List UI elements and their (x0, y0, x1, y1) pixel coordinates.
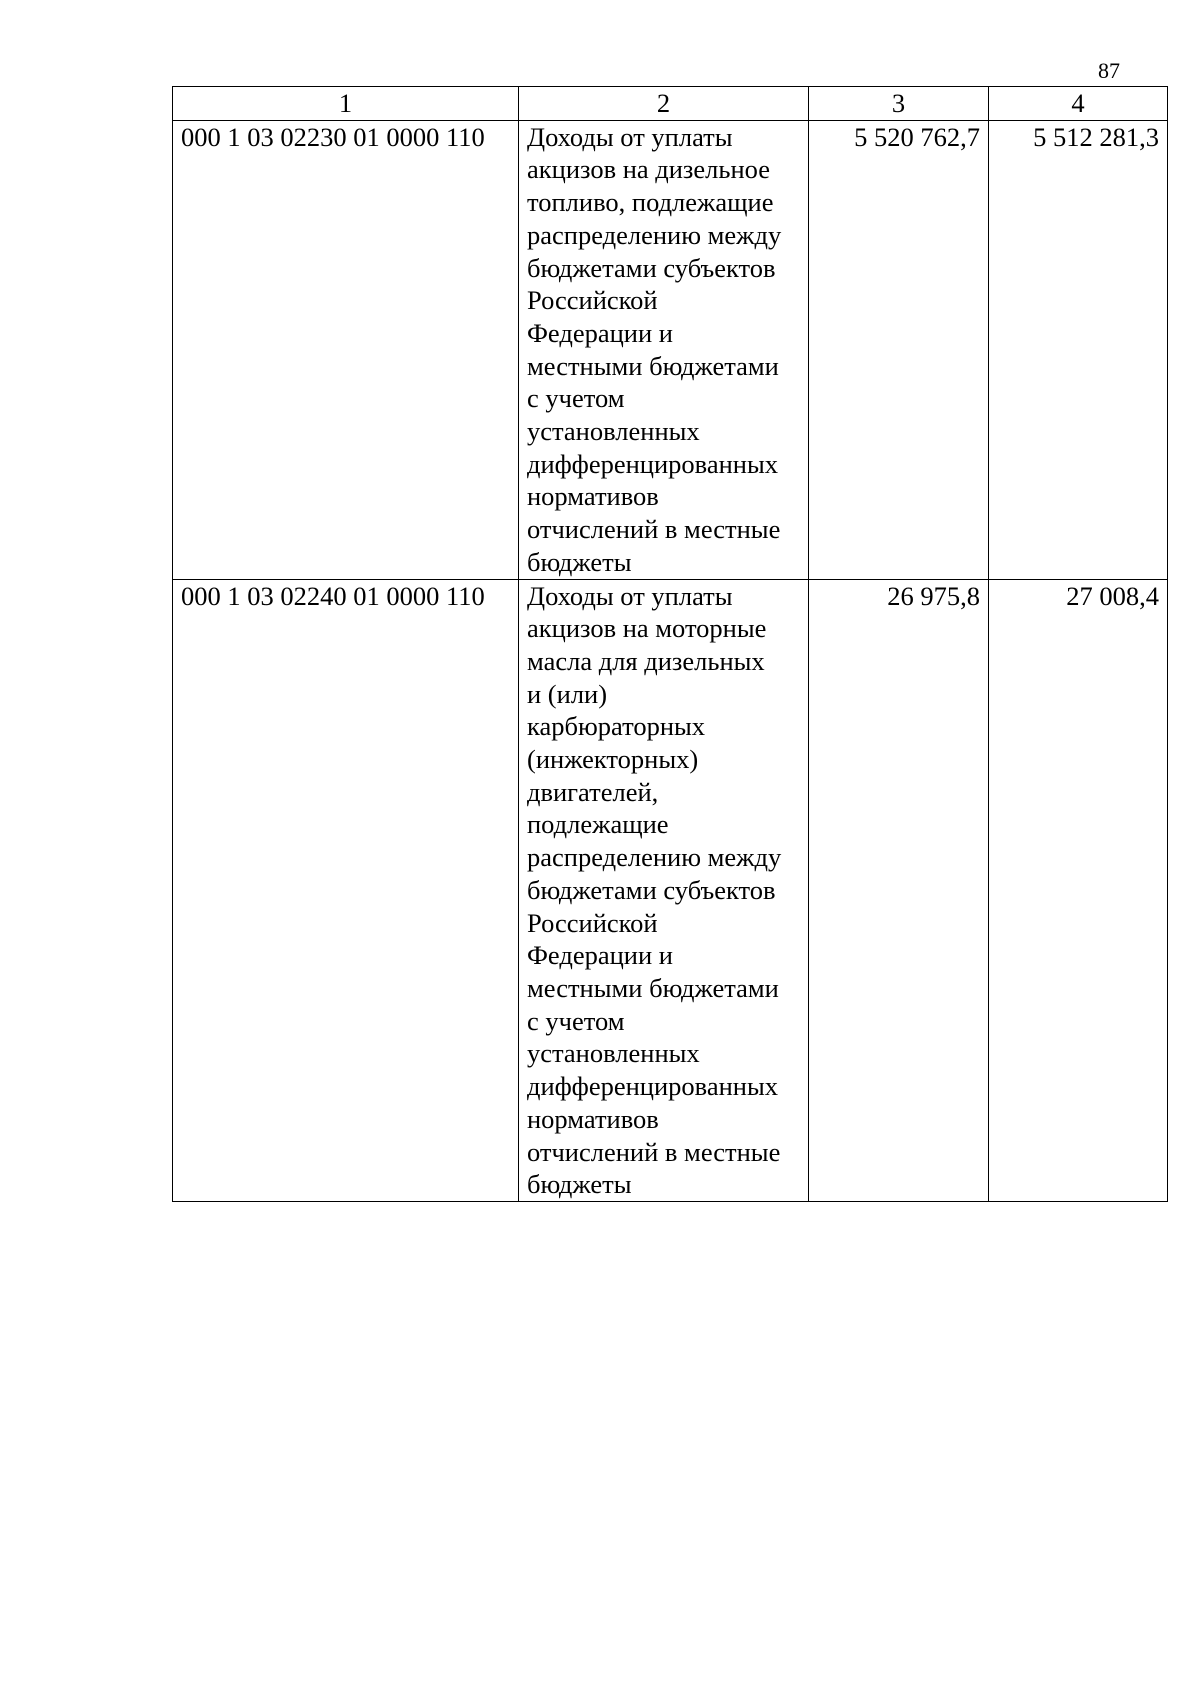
value-column-3: 26 975,8 (809, 579, 989, 1201)
description-line: Доходы от уплаты (527, 121, 733, 152)
description-line: бюджеты (527, 1169, 632, 1200)
description-line: установленных (527, 1038, 700, 1069)
description-line: топливо, подлежащие (527, 187, 774, 218)
description-line: нормативов (527, 481, 659, 512)
description-line: отчислений в местные (527, 514, 781, 545)
description-line: дифференцированных (527, 1071, 779, 1102)
description-line: бюджетами субъектов (527, 252, 776, 283)
description-line: Доходы от уплаты (527, 580, 733, 611)
description-cell (519, 120, 809, 579)
description-line: и (или) (527, 678, 608, 709)
description-line: бюджеты (527, 546, 632, 577)
description-line: (инжекторных) (527, 744, 699, 775)
description-line: Федерации и (527, 940, 673, 971)
description-line: дифференцированных (527, 448, 779, 479)
description-line: карбюраторных (527, 711, 706, 742)
description-line: Федерации и (527, 317, 673, 348)
column-header-2: 2 (519, 87, 809, 121)
page-number: 87 (1098, 58, 1120, 83)
value-column-3: 5 520 762,7 (809, 120, 989, 579)
budget-code-cell: 000 1 03 02240 01 0000 110 (173, 579, 519, 1201)
description-line: распределению между (527, 842, 782, 873)
column-header-1: 1 (173, 87, 519, 121)
description-line: с учетом (527, 383, 625, 414)
description-line: с учетом (527, 1005, 625, 1036)
column-header-3: 3 (809, 87, 989, 121)
value-column-4: 27 008,4 (989, 579, 1168, 1201)
description-line: двигателей, (527, 776, 659, 807)
description-line: распределению между (527, 219, 782, 250)
value-column-4: 5 512 281,3 (989, 120, 1168, 579)
description-line: акцизов на моторные (527, 613, 767, 644)
description-line: отчислений в местные (527, 1136, 781, 1167)
description-line: нормативов (527, 1103, 659, 1134)
column-header-4: 4 (989, 87, 1168, 121)
description-line: бюджетами субъектов (527, 874, 776, 905)
description-line: Российской (527, 907, 658, 938)
description-line: акцизов на дизельное (527, 154, 770, 185)
revenue-table (172, 86, 1168, 1202)
budget-code-cell: 000 1 03 02230 01 0000 110 (173, 120, 519, 579)
description-line: Российской (527, 285, 658, 316)
description-line: местными бюджетами (527, 350, 779, 381)
description-line: подлежащие (527, 809, 669, 840)
description-line: установленных (527, 416, 700, 447)
table-row (173, 120, 1168, 579)
description-line: масла для дизельных (527, 645, 765, 676)
table-row (173, 579, 1168, 1201)
table-header-row (173, 87, 1168, 121)
description-cell (519, 579, 809, 1201)
description-line: местными бюджетами (527, 972, 779, 1003)
